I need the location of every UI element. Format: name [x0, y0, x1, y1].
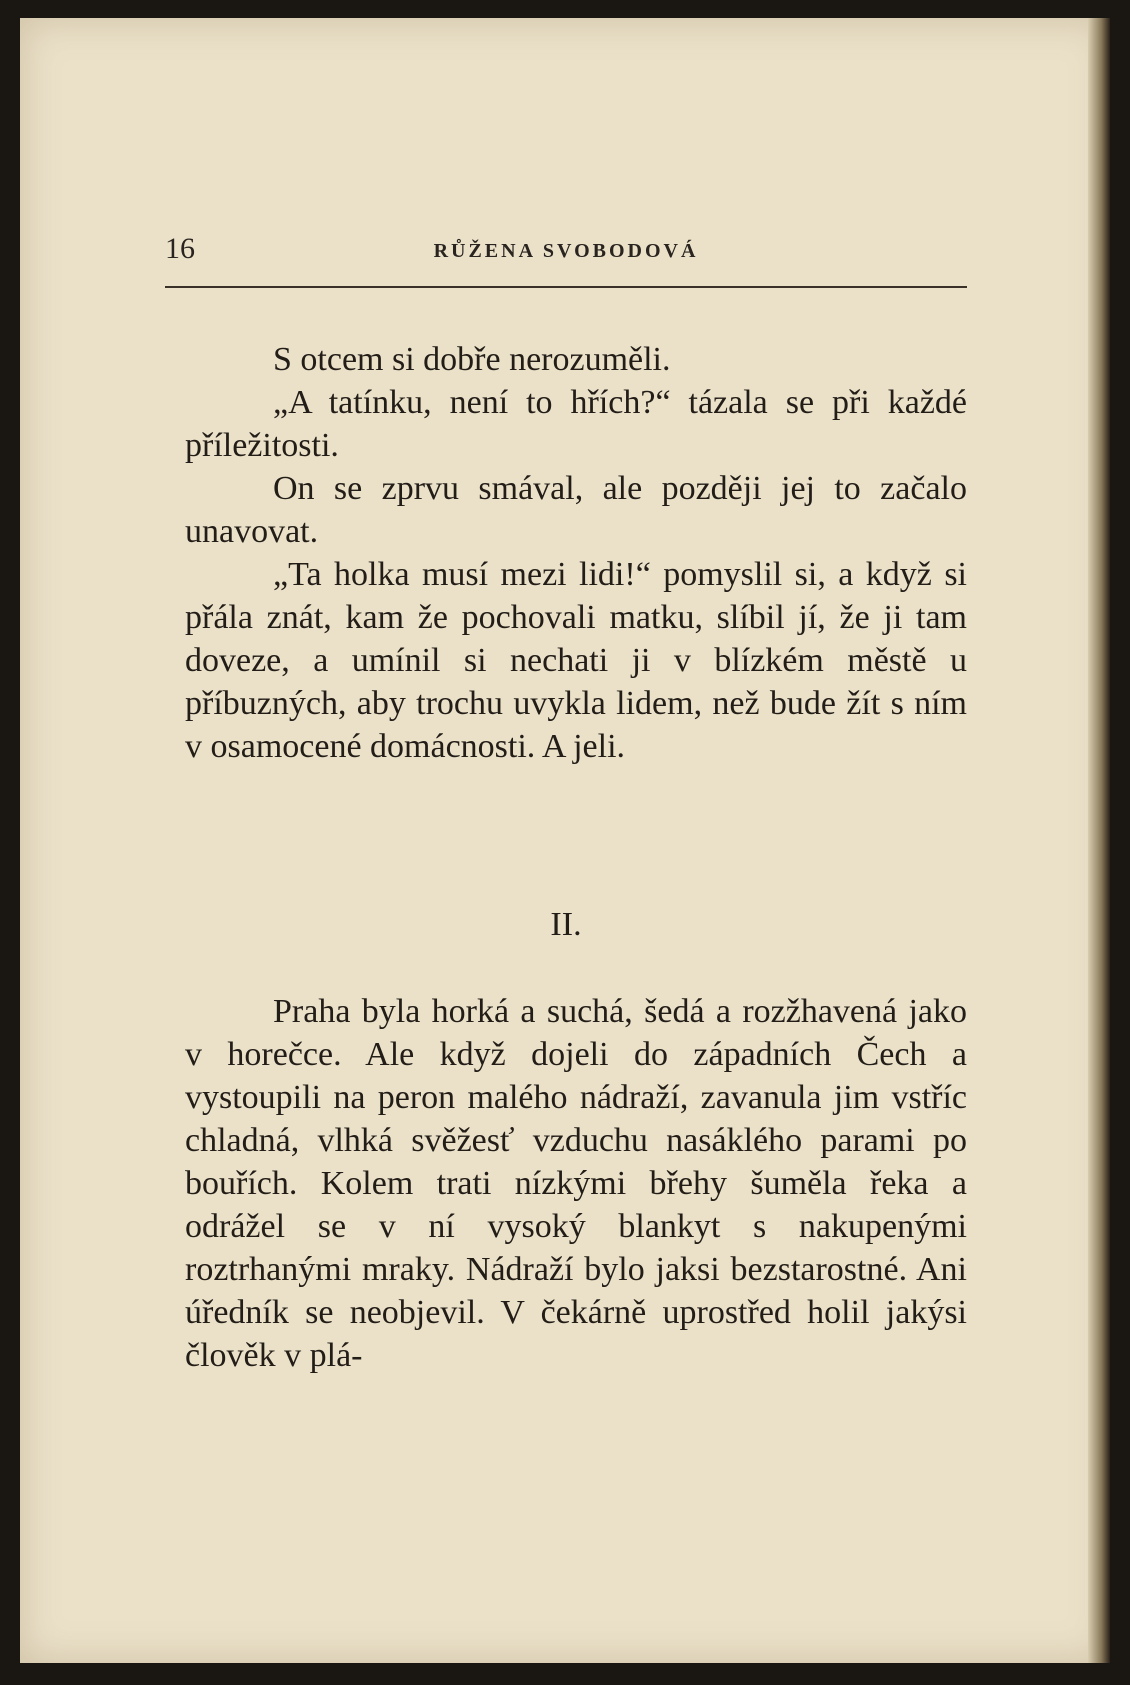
running-head: RŮŽENA SVOBODOVÁ [433, 240, 699, 262]
book-spine [1088, 18, 1110, 1663]
paragraph: Praha byla horká a suchá, šedá a rozžhavená jako v horečce. Ale když dojeli do západních Čech a vystoupili na peron malého nádraží, zavanula jim vstříc chladná, vlhká svěžesť vzduchu nasáklého parami po bouřích. Kolem trati nízkými břehy šuměla řeka a odrážel se v ní vysoký blankyt s nakupenými roztrhanými mraky. Nádraží bylo jaksi bezstarostné. Ani úředník se neobjevil. V čekárně uprostřed holil jakýsi člověk v plá- [185, 993, 967, 1374]
page-header [165, 232, 967, 272]
section-1-text [185, 338, 967, 768]
section-2-text [185, 990, 967, 1377]
paragraph: S otcem si dobře nerozuměli. [273, 341, 671, 378]
header-rule [165, 286, 967, 288]
paragraph: „A tatínku, není to hřích?“ tázala se při každé příležitosti. [185, 384, 967, 464]
page-number: 16 [165, 232, 195, 265]
paragraph: „Ta holka musí mezi lidi!“ pomyslil si, a když si přála znát, kam že pochovali matku, slíbil jí, že ji tam doveze, a umínil si nechati ji v blízkém městě u příbuzných, aby trochu uvykla lidem, než bude žít s ním v osamocené domácnosti. A jeli. [185, 556, 967, 765]
paragraph: On se zprvu smával, ale později jej to začalo unavovat. [185, 470, 967, 550]
chapter-heading: II. [550, 906, 582, 943]
